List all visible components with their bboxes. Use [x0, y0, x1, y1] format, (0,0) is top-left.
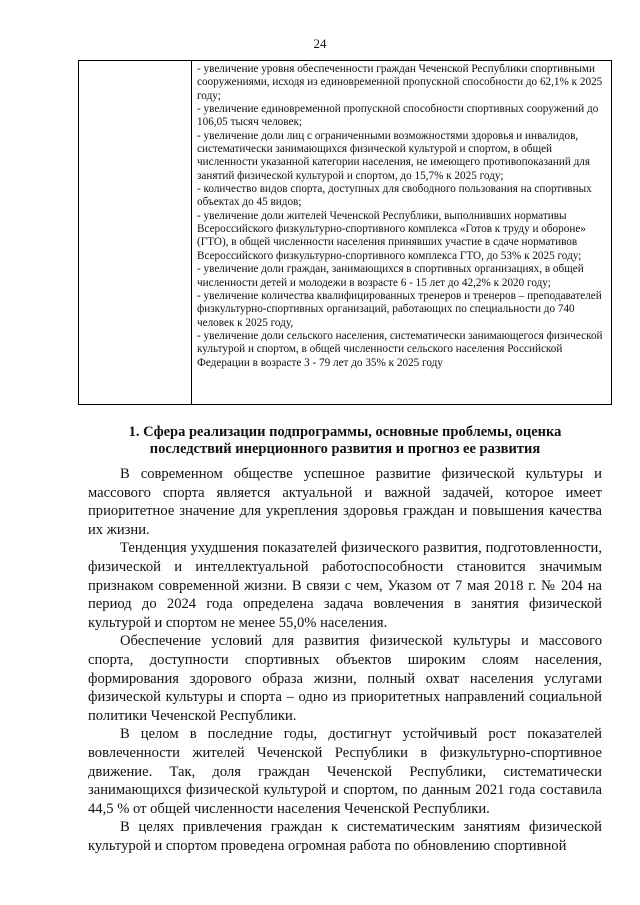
goal-item: - увеличение доли лиц с ограниченными возможностями здоровья и инвалидов, систематически занимающихся физической культурой и спортом, в общей численности указанной категории населения, не имеющего противопоказаний для занятий физической культурой и спортом, до 15,7% к 2025 году;	[197, 129, 591, 182]
paragraph: Тенденция ухудшения показателей физического развития, подготовленности, физической и интеллектуальной работоспособности становится значимым признаком современной жизни. В связи с чем, Указом от 7 мая 2018 г. № 204 на период до 2024 года определена задача вовлечения в занятия физической культурой и спортом не менее 55,0% населения.	[88, 540, 602, 631]
goal-item: - количество видов спорта, доступных для свободного пользования на спортивных объектах до 45 видов;	[197, 183, 592, 209]
section-heading-line-1: 1. Сфера реализации подпрограммы, основные проблемы, оценка	[128, 424, 562, 440]
goal-item: - увеличение количества квалифицированных тренеров и тренеров – преподавателей физкультурно-спортивных организаций, работающих по специальности до 740 человек к 2025 году,	[197, 289, 602, 329]
paragraph: В целях привлечения граждан к систематическим занятиям физической культурой и спортом проведена огромная работа по обновлению спортивной	[88, 819, 602, 854]
goal-item: - увеличение доли сельского населения, систематически занимающегося физической культурой и спортом, в общей численности сельского населения Российской Федерации в возрасте 3 - 79 лет до 35% к 2025 году	[197, 329, 603, 369]
goal-item: - увеличение единовременной пропускной способности спортивных сооружений до 106,05 тысяч человек;	[197, 103, 599, 129]
goal-item: - увеличение уровня обеспеченности граждан Чеченской Республики спортивными сооружениями, исходя из единовременной пропускной способности до 62,1% к 2025 году;	[197, 63, 603, 102]
goal-item: - увеличение доли жителей Чеченской Республики, выполнивших нормативы Всероссийского физкультурно-спортивного комплекса «Готов к труду и обороне» (ГТО), в общей численности населения принявших участие в сдаче нормативов Всероссийского физкультурно-спортивного комплекса ГТО, до 53% к 2025 году;	[197, 209, 586, 262]
section-heading-line-2: последствий инерционного развития и прогноз ее развития	[149, 441, 541, 457]
paragraph: В целом в последние годы, достигнут устойчивый рост показателей вовлеченности жителей Чеченской Республики в физкультурно-спортивное движение. Так, доля граждан Чеченской Республики, систематически занимающихся физической культурой и спортом, по данным 2021 года составила 44,5 % от общей численности населения Чеченской Республики.	[88, 726, 602, 817]
goals-table-content-cell	[197, 63, 607, 370]
goal-item: - увеличение доли граждан, занимающихся в спортивных организациях, в общей численности детей и молодежи в возрасте 6 - 15 лет до 42,2% к 2020 году;	[197, 263, 584, 289]
page-number: 24	[313, 36, 327, 51]
section-heading	[78, 424, 612, 458]
goals-table	[78, 60, 612, 405]
body-text	[88, 465, 602, 855]
goals-table-label-cell	[79, 61, 192, 404]
paragraph: В современном обществе успешное развитие физической культуры и массового спорта является актуальной и важной задачей, которое имеет приоритетное значение для укрепления здоровья граждан и повышения качества их жизни.	[88, 466, 602, 538]
paragraph: Обеспечение условий для развития физической культуры и массового спорта, доступности спортивных объектов широким слоям населения, формирования здорового образа жизни, полный охват населения услугами физической культуры и спорта – одно из приоритетных направлений социальной политики Чеченской Республики.	[88, 633, 602, 724]
